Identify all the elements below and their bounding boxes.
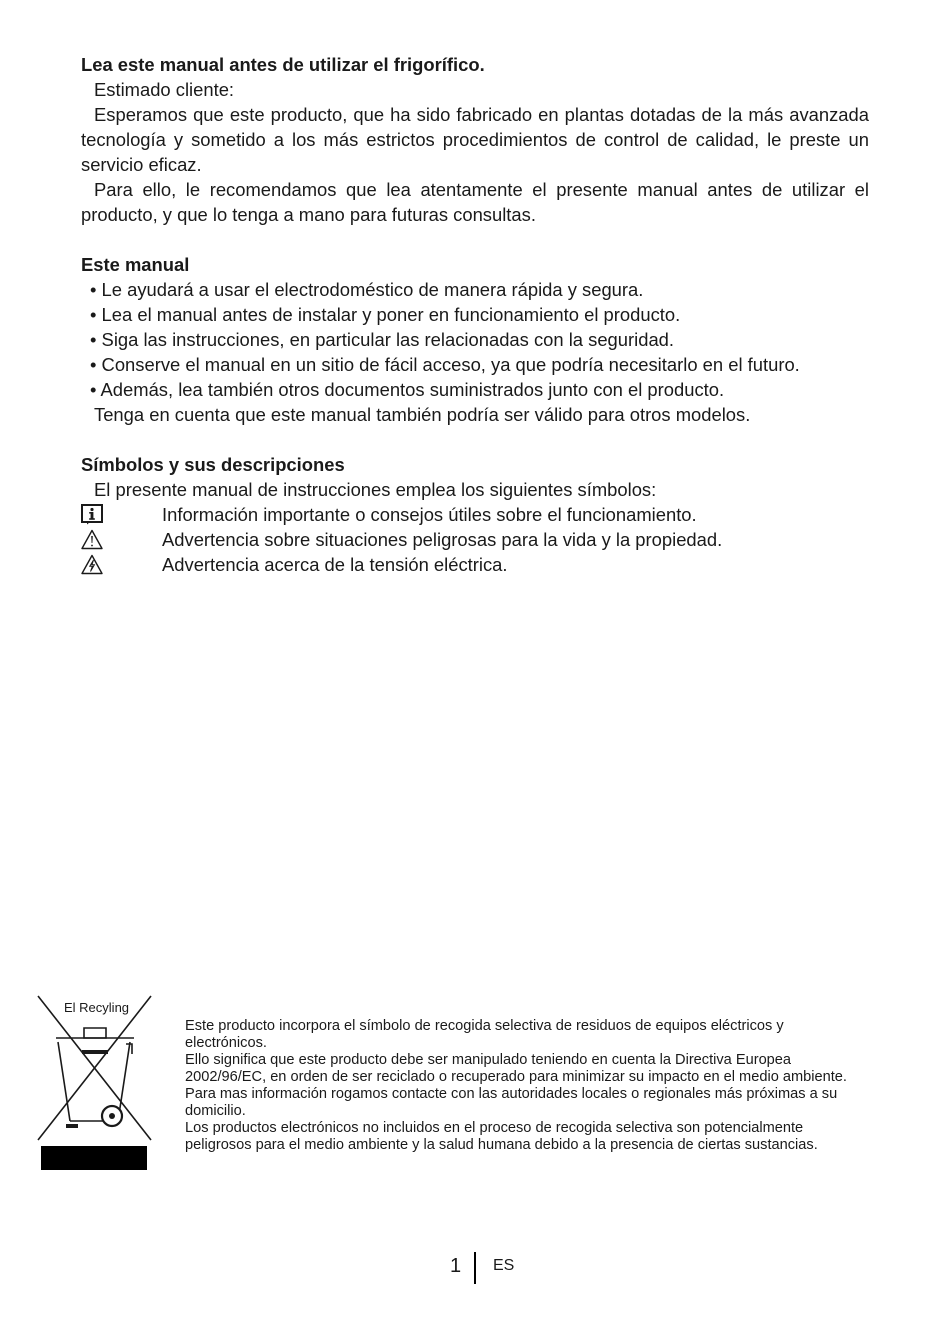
symbol-row-warning [81,527,869,552]
recycling-paragraph: Los productos electrónicos no incluidos en el proceso de recogida selectiva son potencialmente peligrosos para el medio ambiente y la salud humana debido a la presencia de ciertas sustancias. [185,1120,818,1153]
black-bar [41,1146,147,1170]
recycling-text [185,1018,855,1154]
bullet-item: • Conserve el manual en un sitio de fácil acceso, ya que podría necesitarlo en el futuro. [90,354,800,375]
intro-paragraph-1: Esperamos que este producto, que ha sido fabricado en plantas dotadas de la más avanzada tecnología y sometido a los más estrictos procedimientos de control de calidad, le preste un servicio eficaz. [81,104,869,175]
symbol-description: Advertencia acerca de la tensión eléctrica. [162,554,508,575]
symbol-row-electric [81,552,869,577]
footer-divider [474,1252,476,1284]
bullet-item: • Siga las instrucciones, en particular las relacionadas con la seguridad. [90,329,675,350]
greeting: Estimado cliente: [94,79,235,100]
manual-title: Lea este manual antes de utilizar el frigorífico. [81,54,485,75]
electric-hazard-icon [81,554,103,575]
warning-triangle-icon [81,529,103,550]
recycling-label: El Recyling [64,1000,130,1015]
bullet-item: • Le ayudará a usar el electrodoméstico de manera rápida y segura. [90,279,644,300]
language-code: ES [493,1257,515,1274]
recycling-paragraph: Ello significa que este producto debe ser manipulado teniendo en cuenta la Directiva Europea 2002/96/EC, en orden de ser reciclado o recuperado para minimizar su impacto en el medio ambiente. Para mas información rogamos contacte con las autoridades locales o regionales más próximas a su domicilio. [185,1052,847,1119]
recycling-paragraph: Este producto incorpora el símbolo de recogida selectiva de residuos de equipos eléctricos y electrónicos. [185,1018,784,1051]
symbols-intro: El presente manual de instrucciones emplea los siguientes símbolos: [94,479,657,500]
section-heading-manual: Este manual [81,254,190,275]
bullet-item: • Además, lea también otros documentos suministrados junto con el producto. [90,379,725,400]
symbol-description: Advertencia sobre situaciones peligrosas para la vida y la propiedad. [162,529,723,550]
main-content [81,52,869,577]
page-footer [0,1252,950,1286]
models-note: Tenga en cuenta que este manual también podría ser válido para otros modelos. [94,404,751,425]
intro-paragraph-2: Para ello, le recomendamos que lea atentamente el presente manual antes de utilizar el producto, y que lo tenga a mano para futuras consultas. [81,179,869,225]
symbol-row-info [81,502,869,527]
page-number: 1 [450,1255,462,1277]
recycling-symbol [36,994,154,1172]
symbol-description: Información importante o consejos útiles sobre el funcionamiento. [162,504,697,525]
info-icon [81,504,103,525]
bullet-item: • Lea el manual antes de instalar y poner en funcionamiento el producto. [90,304,681,325]
section-heading-symbols: Símbolos y sus descripciones [81,454,345,475]
